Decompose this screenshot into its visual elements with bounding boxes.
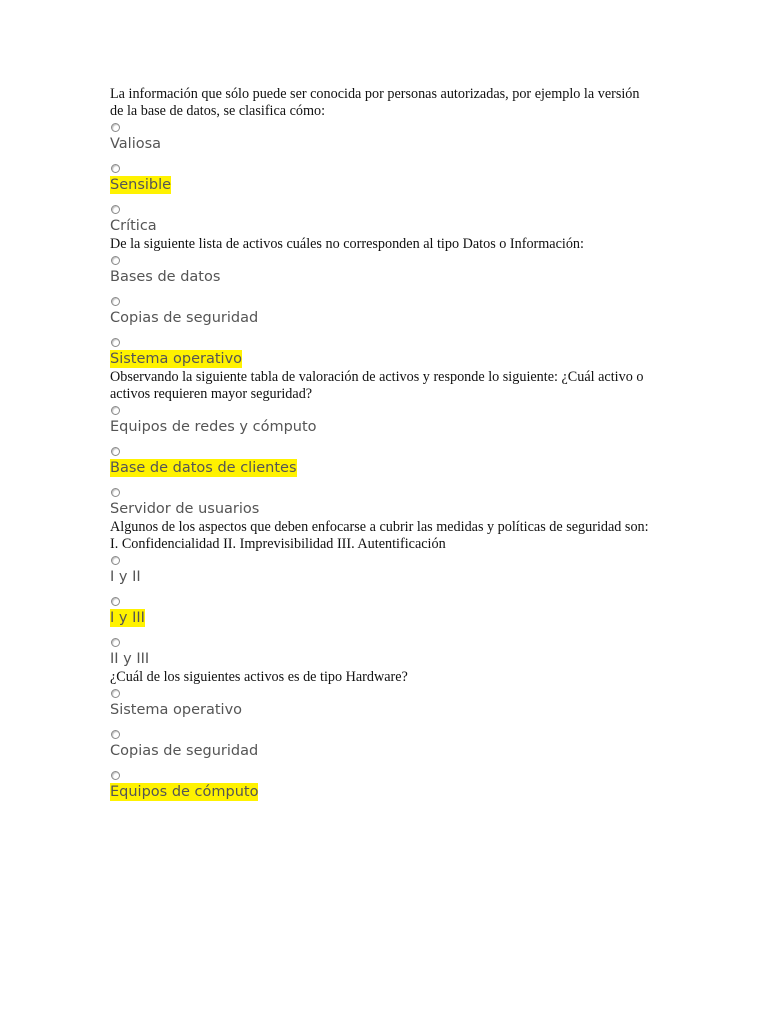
question-block <box>110 86 650 236</box>
option-label[interactable]: Copias de seguridad <box>110 743 259 759</box>
option-radio-row <box>110 403 650 418</box>
radio-button[interactable] <box>111 256 120 265</box>
option-radio-row <box>110 335 650 350</box>
option-radio-row <box>110 768 650 783</box>
option-radio-row <box>110 444 650 459</box>
option-label[interactable]: Crítica <box>110 218 157 234</box>
option-radio-row <box>110 161 650 176</box>
question-block <box>110 519 650 669</box>
option-radio-row <box>110 202 650 217</box>
option-radio-row <box>110 485 650 500</box>
radio-button[interactable] <box>111 597 120 606</box>
option-label[interactable]: Servidor de usuarios <box>110 501 260 517</box>
option-label[interactable]: I y II <box>110 569 141 585</box>
radio-button[interactable] <box>111 447 120 456</box>
question-text: Algunos de los aspectos que deben enfocarse a cubrir las medidas y políticas de seguridad son: I. Confidencialidad II. Imprevisibilidad III. Autentificación <box>110 519 649 552</box>
option-radio-row <box>110 120 650 135</box>
option-label[interactable]: Copias de seguridad <box>110 310 259 326</box>
radio-button[interactable] <box>111 123 120 132</box>
option-label-highlighted[interactable]: Equipos de cómputo <box>110 784 259 800</box>
option-label-highlighted[interactable]: I y III <box>110 610 145 626</box>
radio-button[interactable] <box>111 689 120 698</box>
question-text: ¿Cuál de los siguientes activos es de tipo Hardware? <box>110 669 408 685</box>
option-radio-row <box>110 727 650 742</box>
option-label[interactable]: Valiosa <box>110 136 162 152</box>
option-radio-row <box>110 294 650 309</box>
question-block <box>110 236 650 369</box>
radio-button[interactable] <box>111 771 120 780</box>
question-text: La información que sólo puede ser conocida por personas autorizadas, por ejemplo la versión de la base de datos, se clasifica cómo: <box>110 86 640 119</box>
option-label[interactable]: Equipos de redes y cómputo <box>110 419 317 435</box>
radio-button[interactable] <box>111 488 120 497</box>
radio-button[interactable] <box>111 205 120 214</box>
option-label-highlighted[interactable]: Sensible <box>110 177 172 193</box>
option-label[interactable]: Bases de datos <box>110 269 221 285</box>
radio-button[interactable] <box>111 164 120 173</box>
radio-button[interactable] <box>111 406 120 415</box>
radio-button[interactable] <box>111 297 120 306</box>
option-label-highlighted[interactable]: Base de datos de clientes <box>110 460 297 476</box>
option-radio-row <box>110 635 650 650</box>
option-label-highlighted[interactable]: Sistema operativo <box>110 351 243 367</box>
option-label[interactable]: Sistema operativo <box>110 702 243 718</box>
option-label[interactable]: II y III <box>110 651 150 667</box>
option-radio-row <box>110 594 650 609</box>
radio-button[interactable] <box>111 338 120 347</box>
option-radio-row <box>110 686 650 701</box>
question-text: Observando la siguiente tabla de valoración de activos y responde lo siguiente: ¿Cuál activo o activos requieren mayor seguridad? <box>110 369 644 402</box>
option-radio-row <box>110 253 650 268</box>
question-block <box>110 669 650 802</box>
quiz-page <box>110 86 650 802</box>
radio-button[interactable] <box>111 556 120 565</box>
radio-button[interactable] <box>111 638 120 647</box>
question-block <box>110 369 650 519</box>
radio-button[interactable] <box>111 730 120 739</box>
question-text: De la siguiente lista de activos cuáles no corresponden al tipo Datos o Información: <box>110 236 584 252</box>
option-radio-row <box>110 553 650 568</box>
